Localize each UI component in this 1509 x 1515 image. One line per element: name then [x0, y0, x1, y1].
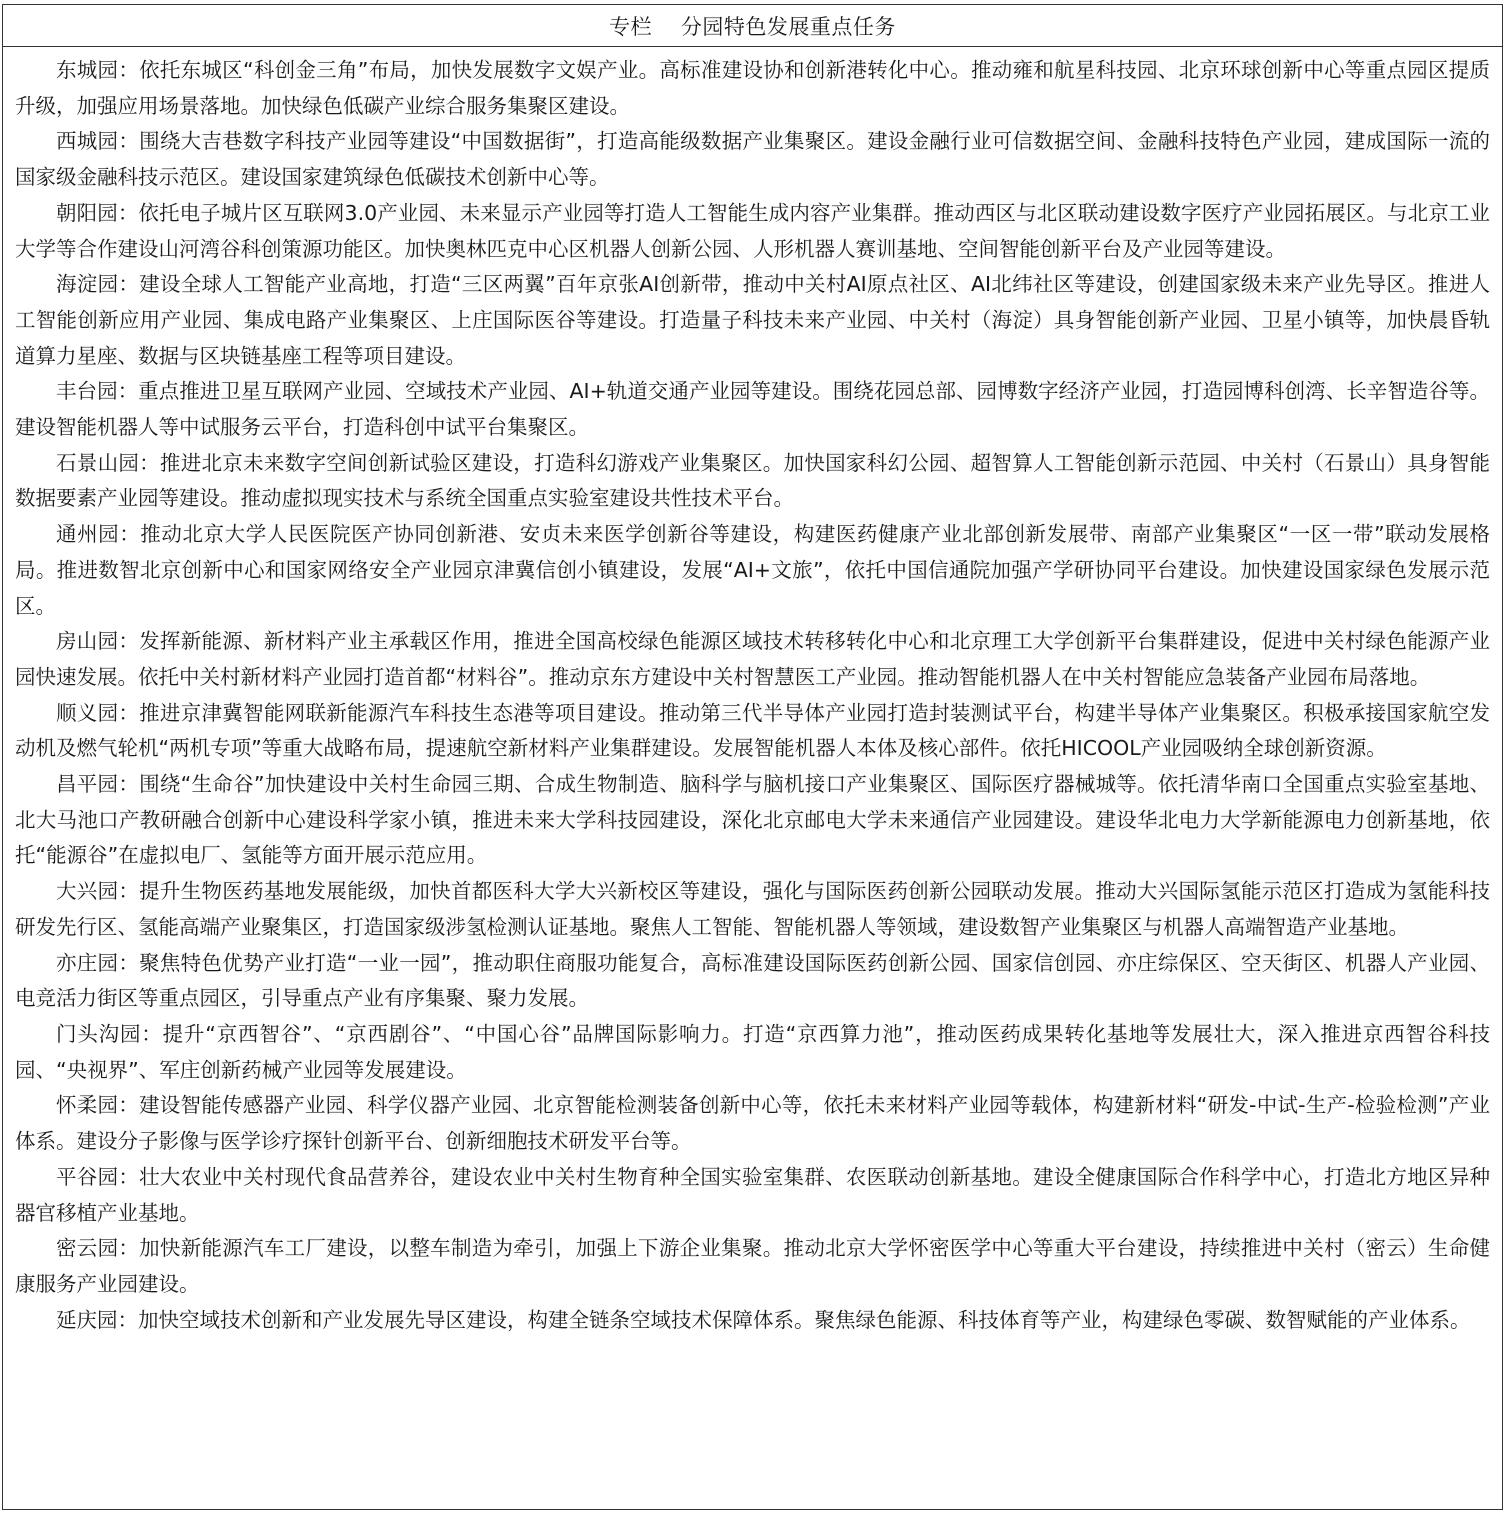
- paragraph-shijingshan: 石景山园：推进北京未来数字空间创新试验区建设，打造科幻游戏产业集聚区。加快国家科幻公园、超智算人工智能创新示范园、中关村（石景山）具身智能数据要素产业园等建设。推动虚拟现实技术与系统全国重点实验室建设共性技术平台。: [15, 450, 1490, 511]
- paragraph-mentougou: 门头沟园：提升“京西智谷”、“京西剧谷”、“中国心谷”品牌国际影响力。打造“京西算力池”，推动医药成果转化基地等发展壮大，深入推进京西智谷科技园、“央视界”、军庄创新药械产业园等发展建设。: [15, 1021, 1490, 1082]
- paragraph-miyun: 密云园：加快新能源汽车工厂建设，以整车制造为牵引，加强上下游企业集聚。推动北京大学怀密医学中心等重大平台建设，持续推进中关村（密云）生命健康服务产业园建设。: [15, 1236, 1490, 1296]
- paragraph-dongcheng: 东城园：依托东城区“科创金三角”布局，加快发展数字文娱产业。高标准建设协和创新港转化中心。推动雍和航星科技园、北京环球创新中心等重点园区提质升级，加强应用场景落地。加快绿色低碳产业综合服务集聚区建设。: [15, 58, 1490, 118]
- paragraph-fangshan: 房山园：发挥新能源、新材料产业主承载区作用，推进全国高校绿色能源区域技术转移转化中心和北京理工大学创新平台集群建设，促进中关村绿色能源产业园快速发展。依托中关村新材料产业园打造首都“材料谷”。推动京东方建设中关村智慧医工产业园。推动智能机器人在中关村智能应急装备产业园布局落地。: [15, 629, 1490, 689]
- paragraph-huairou: 怀柔园：建设智能传感器产业园、科学仪器产业园、北京智能检测装备创新中心等，依托未来材料产业园等载体，构建新材料“研发-中试-生产-检验检测”产业体系。建设分子影像与医学诊疗探针创新平台、创新细胞技术研发平台等。: [15, 1093, 1490, 1154]
- paragraph-xicheng: 西城园：围绕大吉巷数字科技产业园等建设“中国数据街”，打造高能级数据产业集聚区。建设金融行业可信数据空间、金融科技特色产业园，建成国际一流的国家级金融科技示范区。建设国家建筑绿色低碳技术创新中心等。: [15, 129, 1490, 190]
- column-panel: [2, 4, 1503, 1510]
- paragraph-tongzhou: 通州园：推动北京大学人民医院医产协同创新港、安贞未来医学创新谷等建设，构建医药健康产业北部创新发展带、南部产业集聚区“一区一带”联动发展格局。推进数智北京创新中心和国家网络安全产业园京津冀信创小镇建设，发展“AI+文旅”，依托中国信通院加强产学研协同平台建设。加快建设国家绿色发展示范区。: [15, 522, 1490, 618]
- paragraph-daxing: 大兴园：提升生物医药基地发展能级，加快首都医科大学大兴新校区等建设，强化与国际医药创新公园联动发展。推动大兴国际氢能示范区打造成为氢能科技研发先行区、氢能高端产业聚集区，打造国家级涉氢检测认证基地。聚焦人工智能、智能机器人等领域，建设数智产业集聚区与机器人高端智造产业基地。: [15, 879, 1490, 939]
- paragraph-fengtai: 丰台园：重点推进卫星互联网产业园、空域技术产业园、AI+轨道交通产业园等建设。围绕花园总部、园博数字经济产业园，打造园博科创湾、长辛智造谷等。建设智能机器人等中试服务云平台，打造科创中试平台集聚区。: [15, 379, 1490, 440]
- paragraph-yizhuang: 亦庄园：聚焦特色优势产业打造“一业一园”，推动职住商服功能复合，高标准建设国际医药创新公园、国家信创园、亦庄综保区、空天街区、机器人产业园、电竞活力街区等重点园区，引导重点产业有序集聚、聚力发展。: [15, 950, 1490, 1011]
- paragraph-shunyi: 顺义园：推进京津冀智能网联新能源汽车科技生态港等项目建设。推动第三代半导体产业园打造封装测试平台，构建半导体产业集聚区。积极承接国家航空发动机及燃气轮机“两机专项”等重大战略布局，提速航空新材料产业集群建设。发展智能机器人本体及核心部件。依托HICOOL产业园吸纳全球创新资源。: [15, 700, 1490, 761]
- paragraph-changping: 昌平园：围绕“生命谷”加快建设中关村生命园三期、合成生物制造、脑科学与脑机接口产业集聚区、国际医疗器械城等。依托清华南口全国重点实验室基地、北大马池口产教研融合创新中心建设科学家小镇，推进未来大学科技园建设，深化北京邮电大学未来通信产业园建设。建设华北电力大学新能源电力创新基地，依托“能源谷”在虚拟电厂、氢能等方面开展示范应用。: [15, 772, 1490, 868]
- column-title: 专栏 分园特色发展重点任务: [3, 5, 1502, 47]
- paragraph-haidian: 海淀园：建设全球人工智能产业高地，打造“三区两翼”百年京张AI创新带，推动中关村AI原点社区、AI北纬社区等建设，创建国家级未来产业先导区。推进人工智能创新应用产业园、集成电路产业集聚区、上庄国际医谷等建设。打造量子科技未来产业园、中关村（海淀）具身智能创新产业园、卫星小镇等，加快晨昏轨道算力星座、数据与区块链基座工程等项目建设。: [15, 272, 1490, 368]
- paragraph-yanqing: 延庆园：加快空域技术创新和产业发展先导区建设，构建全链条空域技术保障体系。聚焦绿色能源、科技体育等产业，构建绿色零碳、数智赋能的产业体系。: [56, 1307, 1471, 1332]
- column-body: [3, 47, 1502, 1509]
- paragraph-pinggu: 平谷园：壮大农业中关村现代食品营养谷，建设农业中关村生物育种全国实验室集群、农医联动创新基地。建设全健康国际合作科学中心，打造北方地区异种器官移植产业基地。: [15, 1164, 1490, 1225]
- paragraph-chaoyang: 朝阳园：依托电子城片区互联网3.0产业园、未来显示产业园等打造人工智能生成内容产业集群。推动西区与北区联动建设数字医疗产业园拓展区。与北京工业大学等合作建设山河湾谷科创策源功能区。加快奥林匹克中心区机器人创新公园、人形机器人赛训基地、空间智能创新平台及产业园等建设。: [15, 200, 1490, 261]
